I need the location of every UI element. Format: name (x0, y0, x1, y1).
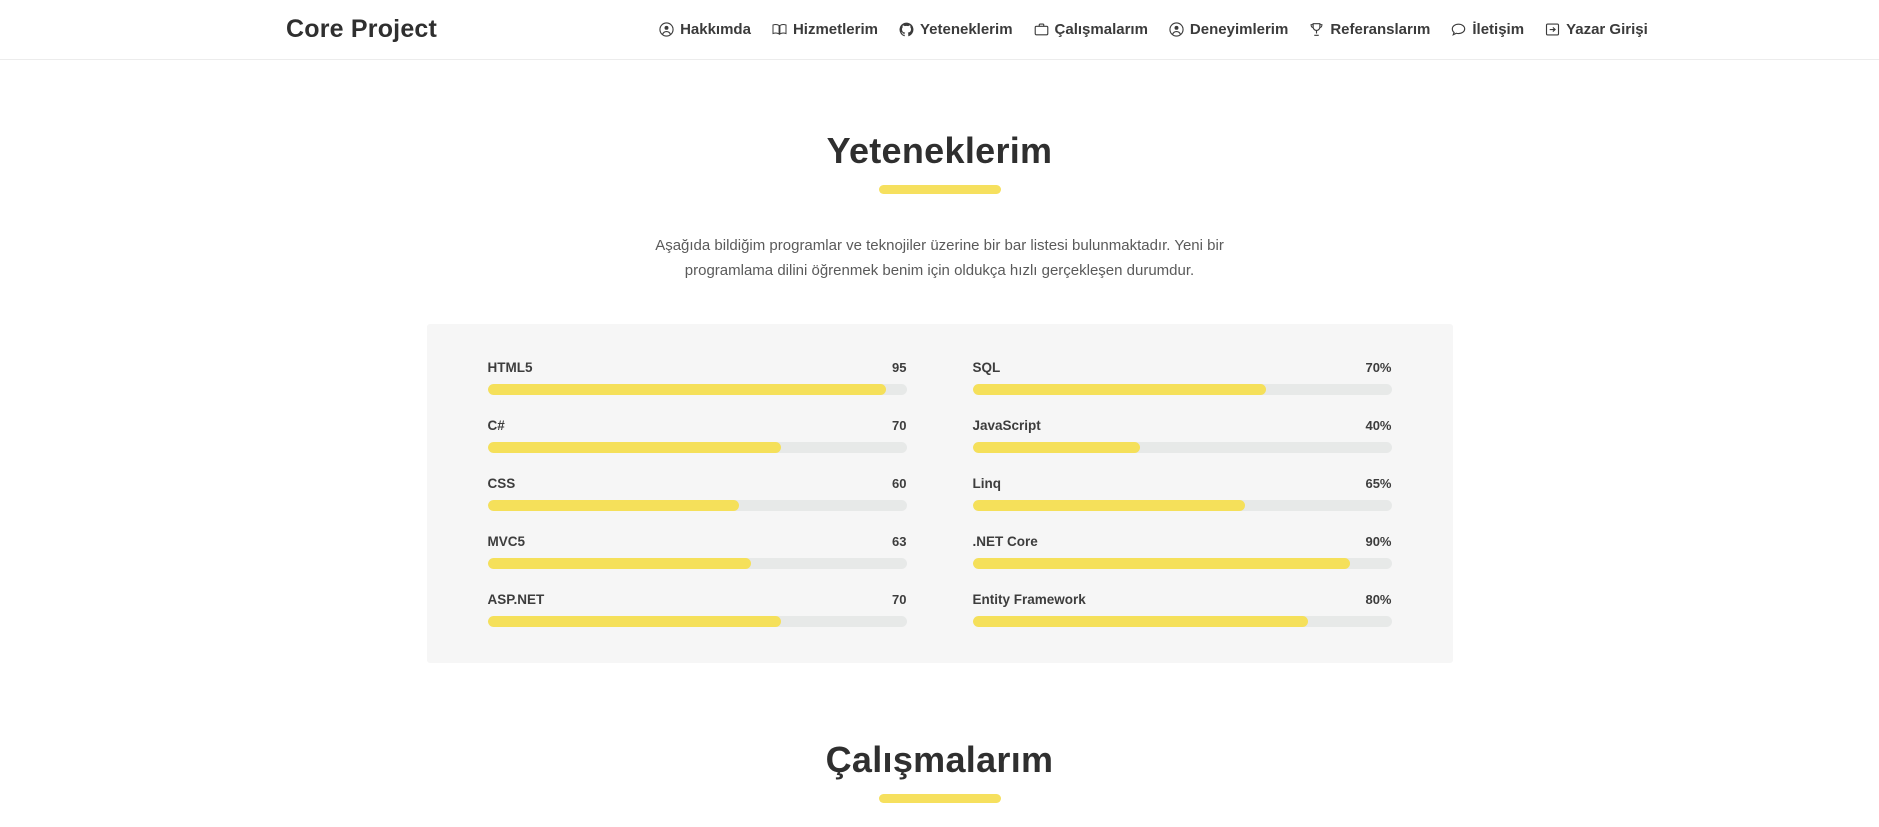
section-description: Aşağıda bildiğim programlar ve teknojiler üzerine bir bar listesi bulunmaktadır. Yeni bir programlama dilini öğrenmek benim için oldukça hızlı gerçekleşen durumdur. (655, 237, 1224, 279)
trophy-icon (1309, 22, 1324, 37)
works-title: Çalışmalarım (825, 738, 1054, 780)
skill-header (488, 418, 907, 433)
skill-label: MVC5 (487, 533, 526, 549)
chat-icon (1451, 22, 1466, 37)
skill-item (973, 476, 1392, 511)
skill-value: 70 (892, 591, 907, 607)
login-icon (1545, 22, 1560, 37)
nav-links (659, 21, 1648, 38)
skill-bar-track (973, 616, 1392, 627)
skill-item (488, 534, 907, 569)
skill-item (488, 418, 907, 453)
skill-item (973, 360, 1392, 395)
nav-item-label: Yazar Girişi (1566, 21, 1648, 38)
skills-column-right (940, 360, 1425, 627)
skill-label: JavaScript (972, 417, 1041, 433)
nav-item-hakkimda[interactable] (659, 21, 751, 38)
skill-header (973, 534, 1392, 549)
skill-value: 40% (1365, 417, 1392, 433)
skill-header (973, 592, 1392, 607)
skill-label: Entity Framework (972, 591, 1086, 607)
skill-bar-track (973, 442, 1392, 453)
nav-item-label: Çalışmalarım (1054, 21, 1148, 38)
skill-value: 70 (892, 417, 907, 433)
github-icon (899, 22, 914, 37)
skill-value: 65% (1365, 475, 1392, 491)
skills-column-left (455, 360, 940, 627)
skill-bar-track (488, 384, 907, 395)
skill-item (973, 592, 1392, 627)
works-section (0, 663, 1879, 803)
skill-header (488, 360, 907, 375)
skill-bar-fill (488, 500, 739, 511)
skill-bar-fill (488, 616, 781, 627)
brand-logo[interactable]: Core Project (286, 15, 438, 43)
skill-header (973, 476, 1392, 491)
skill-bar-fill (488, 384, 886, 395)
skill-label: .NET Core (972, 533, 1038, 549)
skill-label: CSS (487, 475, 516, 491)
skill-bar-track (973, 500, 1392, 511)
skill-label: Linq (972, 475, 1001, 491)
skill-value: 95 (892, 359, 907, 375)
nav-item-calismalarim[interactable] (1034, 21, 1148, 38)
skill-bar-fill (973, 500, 1245, 511)
user-circle-icon (659, 22, 674, 37)
skill-value: 80% (1365, 591, 1392, 607)
nav-item-deneyimlerim[interactable] (1169, 21, 1288, 38)
title-underline (879, 794, 1001, 803)
skill-bar-track (488, 500, 907, 511)
skill-bar-track (488, 616, 907, 627)
skill-bar-fill (973, 384, 1266, 395)
nav-item-label: Yeteneklerim (919, 21, 1013, 38)
skill-header (973, 360, 1392, 375)
nav-item-hizmetlerim[interactable] (772, 21, 878, 38)
skills-panel (427, 324, 1453, 663)
nav-item-iletisim[interactable] (1451, 21, 1524, 38)
skill-label: SQL (972, 359, 1001, 375)
book-open-icon (772, 22, 787, 37)
nav-item-label: Referanslarım (1330, 21, 1431, 38)
skill-item (488, 476, 907, 511)
skill-item (488, 360, 907, 395)
skill-bar-fill (973, 616, 1308, 627)
skill-label: HTML5 (487, 359, 533, 375)
user-circle-icon (1169, 22, 1184, 37)
skill-item (488, 592, 907, 627)
top-navbar (0, 0, 1879, 60)
nav-item-label: Deneyimlerim (1189, 21, 1289, 38)
skill-label: C# (487, 417, 505, 433)
skills-section (0, 60, 1879, 663)
nav-item-label: İletişim (1472, 21, 1525, 38)
nav-item-yazar-girisi[interactable] (1545, 21, 1648, 38)
skill-value: 70% (1365, 359, 1392, 375)
skill-bar-track (488, 442, 907, 453)
skill-bar-track (973, 558, 1392, 569)
skill-bar-fill (488, 442, 781, 453)
skill-header (488, 476, 907, 491)
skill-header (973, 418, 1392, 433)
briefcase-icon (1034, 22, 1049, 37)
skill-bar-track (973, 384, 1392, 395)
skill-bar-fill (973, 442, 1141, 453)
skill-label: ASP.NET (487, 591, 545, 607)
nav-item-referanslarim[interactable] (1309, 21, 1430, 38)
title-underline (879, 185, 1001, 194)
skill-bar-fill (488, 558, 752, 569)
nav-item-label: Hizmetlerim (792, 21, 878, 38)
skill-item (973, 418, 1392, 453)
skill-header (488, 592, 907, 607)
nav-item-yeteneklerim[interactable] (899, 21, 1013, 38)
page-title: Yeteneklerim (826, 130, 1053, 171)
nav-item-label: Hakkımda (680, 21, 751, 38)
skill-bar-fill (973, 558, 1350, 569)
skill-header (488, 534, 907, 549)
skill-value: 90% (1365, 533, 1392, 549)
skill-bar-track (488, 558, 907, 569)
skill-value: 63 (892, 533, 907, 549)
skill-value: 60 (892, 475, 907, 491)
skill-item (973, 534, 1392, 569)
